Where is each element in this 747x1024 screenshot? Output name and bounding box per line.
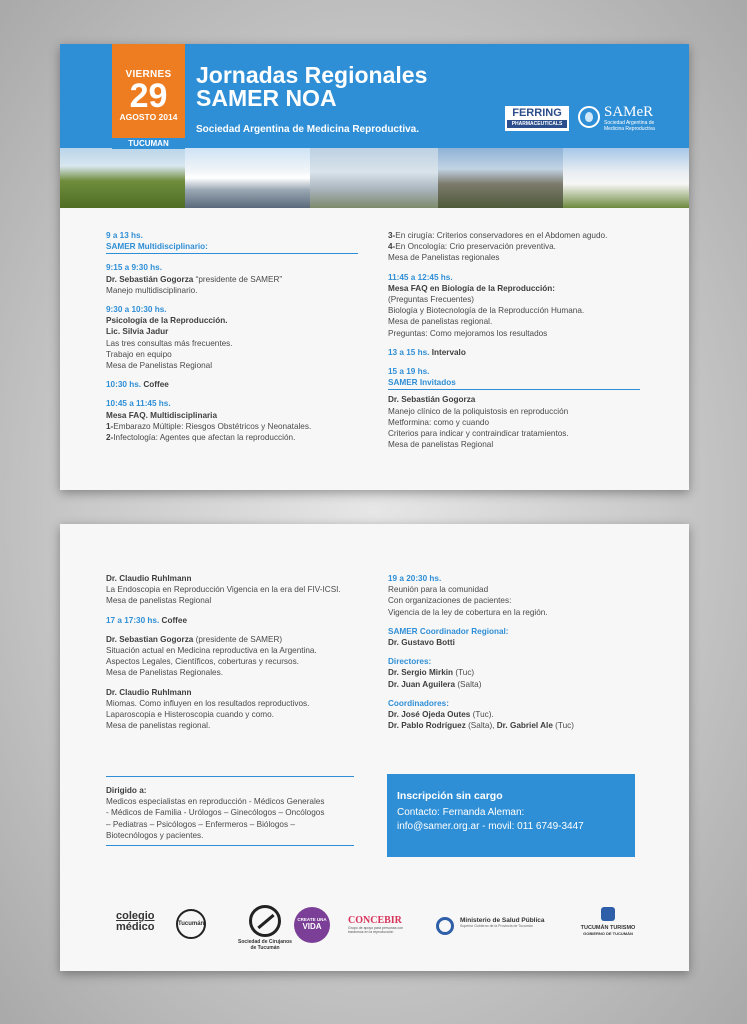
- date-month-year: AGOSTO 2014: [119, 112, 178, 122]
- registration-box: [387, 774, 635, 857]
- session-item: [106, 421, 358, 432]
- colegio-medico-logo-text1: colegio: [116, 910, 155, 922]
- session-item: [388, 230, 640, 241]
- session-text: Criterios para indicar y contraindicar tratamientos.: [388, 429, 569, 439]
- item-number: 2-: [106, 433, 114, 443]
- session-title: Psicología de la Reproducción.: [106, 316, 228, 326]
- audience-title: Dirigido a:: [106, 786, 147, 795]
- registration-contact: Contacto: Fernanda Aleman:: [397, 807, 525, 818]
- item-number: 4-: [388, 242, 396, 252]
- coordinator-place: (Tuc): [552, 721, 574, 731]
- coordinator-name: Dr. José Ojeda Outes: [388, 710, 471, 720]
- speaker-name: Dr. Sebastián Gogorza: [106, 274, 194, 284]
- crea-vida-logo-text1: CREATE UNA: [297, 917, 327, 922]
- item-text: Embarazo Múltiple: Riesgos Obstétricos y Neonatales.: [113, 421, 312, 431]
- samer-logo-sub1: Sociedad Argentina de: [604, 120, 655, 126]
- coordinator-place: (Tuc).: [470, 710, 494, 720]
- speaker-name: Dr. Sebastián Gogorza: [388, 395, 476, 405]
- coordinator-name: Dr. Pablo Rodríguez: [388, 721, 466, 731]
- session-text: Biología y Biotecnología de la Reproducción Humana.: [388, 306, 585, 316]
- audience-text: - Médicos de Familia - Urólogos – Ginecólogos – Oncólogos: [106, 808, 325, 818]
- photo-building: [185, 148, 310, 208]
- session-block: [106, 615, 371, 626]
- session-text: Metformina: como y cuando: [388, 417, 490, 427]
- audience-text: – Pediatras – Psicólogos – Enfermeros – Biólogos –: [106, 819, 295, 829]
- photo-colonial-house: [563, 148, 689, 208]
- session-text: Mesa de panelistas regional.: [106, 721, 211, 731]
- director-line: [388, 679, 640, 690]
- concebir-logo-sub: Grupo de apoyo para personas con trastornos en la reproducción: [348, 926, 404, 934]
- session-item: [106, 432, 358, 443]
- registration-title: Inscripción sin cargo: [397, 790, 503, 802]
- coordinator-name: Dr. Gustavo Botti: [388, 638, 455, 648]
- session-block: [106, 304, 358, 371]
- samer-logo: [578, 104, 668, 132]
- director-place: (Tuc): [453, 668, 475, 678]
- concebir-logo: [348, 915, 414, 934]
- session-title: Coffee: [141, 380, 169, 390]
- session-title: SAMER Multidisciplinario:: [106, 242, 208, 252]
- session-time: 17 a 17:30 hs.: [106, 615, 160, 625]
- session-text: Manejo multidisciplinario.: [106, 285, 198, 295]
- session-time: 10:30 hs.: [106, 380, 142, 390]
- session-time: 13 a 15 hs.: [388, 347, 430, 357]
- photo-horses: [60, 148, 185, 208]
- sponsor-logos: [60, 899, 689, 969]
- session-text: Miomas. Como influyen en los resultados reproductivos.: [106, 698, 310, 708]
- ferring-logo-name: FERRING: [512, 107, 562, 119]
- samer-logo-name: SAMeR: [604, 104, 654, 120]
- session-text: Aspectos Legales, Científicos, coberturas y recursos.: [106, 657, 299, 667]
- session-block: [106, 398, 358, 443]
- session-text: Mesa de Panelistas Regionales.: [106, 668, 223, 678]
- session-title: Mesa FAQ en Biología de la Reproducción:: [388, 283, 555, 293]
- colegio-medico-logo-seal: Tucumán: [176, 909, 206, 939]
- samer-logo-sub: [604, 120, 655, 132]
- director-place: (Salta): [455, 679, 482, 689]
- program-right-column: [388, 230, 640, 450]
- city-label: TUCUMAN: [112, 138, 185, 149]
- director-line: [388, 667, 640, 678]
- session-time: 9 a 13 hs.: [106, 231, 143, 240]
- session-block: [106, 262, 358, 296]
- session-title: SAMER Invitados: [388, 378, 456, 388]
- coordinator-name: Dr. Gabriel Ale: [496, 721, 553, 731]
- directors-title: Directores:: [388, 657, 432, 667]
- coordinators-block: [388, 698, 640, 732]
- flyer-front: [60, 44, 689, 490]
- event-title-line2: SAMER NOA: [196, 85, 337, 111]
- speaker-line: [106, 274, 358, 285]
- samer-drop-icon: [578, 106, 600, 128]
- session-block: [106, 634, 371, 679]
- session-block: [388, 366, 640, 390]
- session-text: Las tres consultas más frecuentes.: [106, 338, 233, 348]
- item-number: 1-: [106, 421, 114, 431]
- item-text: En cirugía: Criterios conservadores en el Abdomen agudo.: [395, 231, 608, 240]
- coordinator-block: [388, 626, 640, 648]
- colegio-medico-logo-text2: médico: [116, 921, 155, 933]
- session-title: Coffee: [159, 615, 188, 625]
- session-item: [388, 241, 640, 252]
- session-text: Laparoscopia e Histeroscopia cuando y como.: [106, 710, 274, 720]
- audience-section: [106, 776, 354, 846]
- director-name: Dr. Sergio Mirkin: [388, 668, 454, 678]
- event-title: [196, 64, 427, 110]
- session-text: (Preguntas Frecuentes): [388, 295, 475, 305]
- audience-text: Medicos especialistas en reproducción - Médicos Generales: [106, 797, 325, 807]
- event-subtitle: Sociedad Argentina de Medicina Reproductiva.: [196, 124, 420, 135]
- session-text: Preguntas: Como mejoramos los resultados: [388, 328, 548, 338]
- session-time: 15 a 19 hs.: [388, 367, 430, 377]
- session-time: 19 a 20:30 hs.: [388, 574, 442, 583]
- session-text: Vigencia de la ley de cobertura en la región.: [388, 607, 548, 617]
- session-block: [388, 272, 640, 339]
- registration-email-phone[interactable]: info@samer.org.ar - movil: 011 6749-3447: [397, 821, 584, 832]
- coordinator-place: (Salta),: [465, 721, 497, 731]
- divider: [106, 253, 358, 254]
- date-day-name: VIERNES: [125, 69, 172, 80]
- item-text: En Oncología: Crio preservación preventiva.: [395, 242, 556, 252]
- ministerio-salud-logo: [436, 917, 566, 928]
- program-left-column: [106, 230, 358, 443]
- director-name: Dr. Juan Aguilera: [388, 679, 456, 689]
- divider: [106, 845, 354, 846]
- photo-hikers: [438, 148, 563, 208]
- speaker-name: Dr. Claudio Ruhlmann: [106, 574, 192, 583]
- ministerio-logo-sub: Superior Gobierno de la Provincia de Tucumán: [460, 924, 533, 928]
- session-text: Mesa de panelistas Regional: [388, 440, 494, 450]
- ministerio-logo-name: Ministerio de Salud Pública: [460, 917, 545, 924]
- item-number: 3-: [388, 231, 396, 240]
- cirujanos-logo-text: Sociedad de Cirujanos de Tucumán: [238, 939, 292, 951]
- session-text: Mesa de Panelistas Regional: [106, 361, 213, 371]
- turismo-star-icon: [601, 907, 615, 921]
- session-block: [106, 379, 358, 390]
- colegio-medico-logo: [116, 911, 216, 941]
- session-block: [388, 394, 640, 450]
- turismo-logo-sub: GOBIERNO DE TUCUMÁN: [583, 931, 633, 936]
- header-banner: [60, 44, 689, 148]
- coordinators-title: Coordinadores:: [388, 698, 449, 708]
- session-block: [388, 347, 640, 358]
- speaker-role: (presidente de SAMER): [193, 634, 283, 644]
- event-title-line1: Jornadas Regionales: [196, 62, 428, 88]
- date-box: [112, 44, 185, 138]
- photo-paragliders: [310, 148, 438, 208]
- divider: [388, 389, 640, 390]
- session-text: La Endoscopia en Reproducción Vigencia en la era del FIV-ICSI.: [106, 585, 341, 595]
- coordinator-line: [388, 720, 640, 731]
- samer-logo-sub2: Medicina Reproductiva: [604, 126, 655, 132]
- session-text: Situación actual en Medicina reproductiva en la Argentina.: [106, 646, 317, 656]
- divider: [106, 776, 354, 777]
- speaker-name: Dr. Sebastian Gogorza: [106, 634, 194, 644]
- flyer-back: [60, 524, 689, 971]
- ferring-logo-sub: PHARMACEUTICALS: [507, 120, 567, 128]
- directors-block: [388, 656, 640, 690]
- coordinator-title: SAMER Coordinador Regional:: [388, 626, 509, 636]
- program-left-column: [106, 573, 371, 731]
- tucuman-turismo-logo: [576, 907, 640, 936]
- speaker-line: [106, 634, 371, 645]
- session-time: 9:15 a 9:30 hs.: [106, 263, 162, 273]
- session-text: Mesa de panelistas Regional: [106, 596, 212, 606]
- audience-text: Biotecnólogos y pacientes.: [106, 830, 204, 840]
- ferring-logo: [505, 106, 569, 131]
- cirujanos-seal-icon: [249, 905, 281, 937]
- session-time: 10:45 a 11:45 hs.: [106, 399, 171, 409]
- session-text: Mesa de Panelistas regionales: [388, 253, 500, 263]
- session-text: Manejo clínico de la poliquistosis en reproducción: [388, 406, 569, 416]
- session-title: Intervalo: [429, 347, 466, 357]
- session-text: Trabajo en equipo: [106, 349, 172, 359]
- item-text: Infectología: Agentes que afectan la reproducción.: [113, 433, 296, 443]
- date-day-number: 29: [129, 77, 168, 115]
- program-right-column: [388, 573, 640, 731]
- session-time: 11:45 a 12:45 hs.: [388, 272, 453, 282]
- session-text: Con organizaciones de pacientes:: [388, 596, 512, 606]
- crea-vida-logo-text2: VIDA: [302, 922, 322, 931]
- coordinator-line: [388, 709, 640, 720]
- session-text: Mesa de panelistas regional.: [388, 317, 493, 327]
- speaker-name: Dr. Claudio Ruhlmann: [106, 687, 192, 697]
- photo-strip: [60, 148, 689, 208]
- ministerio-icon: [436, 917, 454, 935]
- session-time: 9:30 a 10:30 hs.: [106, 305, 167, 315]
- turismo-logo-name: TUCUMÁN TURISMO: [580, 925, 636, 931]
- session-text: Reunión para la comunidad: [388, 585, 489, 595]
- speaker-name: Lic. Silvia Jadur: [106, 327, 169, 337]
- concebir-logo-name: CONCEBIR: [348, 915, 402, 926]
- speaker-role: “presidente de SAMER”: [193, 274, 283, 284]
- session-title: Mesa FAQ. Multidisciplinaria: [106, 410, 218, 420]
- cirujanos-logo: [238, 905, 292, 951]
- crea-vida-logo: [294, 907, 330, 943]
- session-block: [106, 687, 371, 732]
